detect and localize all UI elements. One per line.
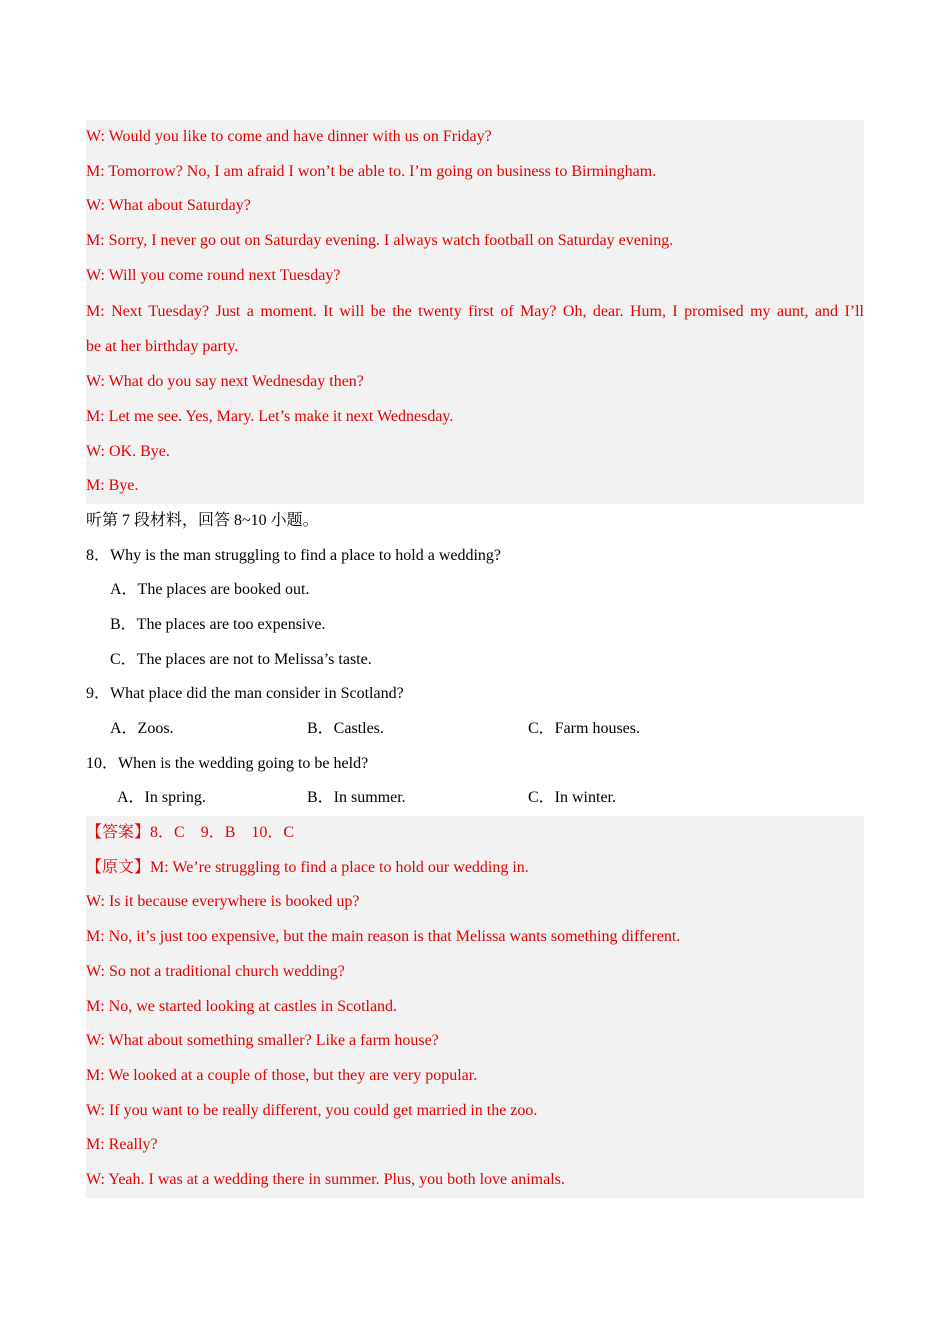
question-9 (86, 677, 864, 746)
answer-label: 【答案】 (86, 824, 151, 842)
question-stem: 10．When is the wedding going to be held? (86, 754, 369, 772)
transcript-line: W: What about something smaller? Like a farm house? (86, 1032, 439, 1050)
transcript-line: W: Is it because everywhere is booked up? (86, 893, 360, 911)
option-c: C．Farm houses. (528, 720, 641, 737)
option-a: A．In spring. (117, 789, 206, 807)
section-intro: 听第 7 段材料，回答 8~10 小题。 (86, 511, 319, 529)
transcript-line: W: Yeah. I was at a wedding there in summer. Plus, you both love animals. (86, 1170, 565, 1188)
question-stem: 8．Why is the man struggling to find a place to hold a wedding? (86, 546, 502, 564)
transcript-line: M: Let me see. Yes, Mary. Let’s make it next Wednesday. (86, 407, 454, 425)
option-b: B．Castles. (307, 720, 384, 737)
question-10 (86, 747, 864, 816)
transcript-line: W: Will you come round next Tuesday? (86, 266, 341, 284)
transcript-label: 【原文】 (86, 858, 151, 876)
question-stem: 9．What place did the man consider in Scotland? (86, 685, 404, 703)
transcript-line: M: Bye. (86, 477, 139, 495)
answer-block (86, 816, 864, 1198)
transcript-line: M: Sorry, I never go out on Saturday evening. I always watch football on Saturday evening. (86, 232, 674, 250)
transcript-line: M: No, we started looking at castles in Scotland. (86, 997, 398, 1015)
answer-text: 8．C 9．B 10．C (150, 824, 295, 842)
answer-line (86, 816, 864, 851)
transcript-line: M: We looked at a couple of those, but they are very popular. (86, 1066, 478, 1084)
transcript-line: W: What do you say next Wednesday then? (86, 373, 364, 391)
options-row (86, 712, 864, 747)
transcript-line: W: What about Saturday? (86, 197, 251, 215)
transcript-first-line (86, 851, 864, 886)
transcript-line: M: Next Tuesday? Just a moment. It will be the twenty first of May? Oh, dear. Hum, I promised my aunt, and I’ll (86, 303, 864, 321)
option-b: B．The places are too expensive. (110, 615, 326, 633)
transcript-line: be at her birthday party. (86, 338, 239, 356)
transcript-line: M: Tomorrow? No, I am afraid I won’t be able to. I’m going on business to Birmingham. (86, 162, 657, 180)
option-c: C．In winter. (528, 789, 616, 807)
option-b: B．In summer. (307, 789, 406, 807)
option-a: A．The places are booked out. (110, 581, 310, 599)
transcript-line: W: Would you like to come and have dinner with us on Friday? (86, 128, 492, 145)
transcript-line: W: OK. Bye. (86, 442, 170, 460)
document-page (86, 120, 864, 1198)
transcript-line: M: No, it’s just too expensive, but the main reason is that Melissa wants something different. (86, 928, 681, 946)
dialogue-transcript-1 (86, 120, 864, 504)
transcript-line: M: Really? (86, 1136, 158, 1154)
transcript-line: W: If you want to be really different, you could get married in the zoo. (86, 1101, 538, 1119)
option-c: C．The places are not to Melissa’s taste. (110, 650, 372, 668)
transcript-line: M: We’re struggling to find a place to hold our wedding in. (150, 858, 529, 876)
question-8 (86, 539, 864, 678)
option-a: A．Zoos. (110, 720, 174, 737)
options-row (86, 781, 864, 816)
transcript-line: W: So not a traditional church wedding? (86, 962, 345, 980)
